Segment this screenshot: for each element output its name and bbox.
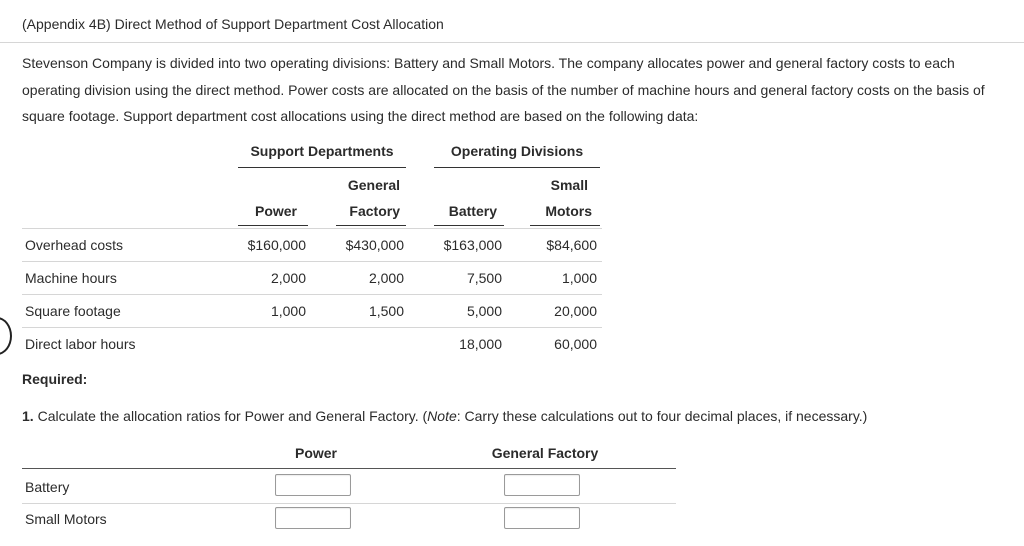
col-header-battery: Battery	[448, 203, 497, 219]
cell-dlh-sm: 60,000	[554, 336, 597, 352]
cell-dlh-battery: 18,000	[459, 336, 502, 352]
group-underline-operating	[434, 167, 600, 168]
cell-sqft-sm: 20,000	[554, 303, 597, 319]
col-underline-gf	[336, 225, 406, 226]
cell-machine-gf: 2,000	[368, 270, 404, 286]
question-text-before: Calculate the allocation ratios for Power and General Factory. (	[33, 408, 428, 424]
col-header-gf-line1: General	[347, 177, 400, 193]
col-header-power: Power	[254, 203, 297, 219]
cell-machine-power: 2,000	[270, 270, 306, 286]
cell-machine-sm: 1,000	[561, 270, 597, 286]
group-header-support: Support Departments	[250, 143, 394, 159]
cell-overhead-gf: $430,000	[345, 237, 404, 253]
col-header-sm-line2: Motors	[545, 203, 592, 219]
answer-header-underline	[22, 468, 676, 469]
col-underline-battery	[434, 225, 504, 226]
row-divider	[22, 228, 602, 229]
left-edge-circle	[0, 317, 12, 355]
row-label-overhead: Overhead costs	[25, 237, 124, 253]
question-text-after: : Carry these calculations out to four decimal places, if necessary.)	[456, 408, 868, 424]
group-header-operating: Operating Divisions	[450, 143, 584, 159]
battery-power-ratio-input[interactable]	[275, 474, 351, 496]
title-divider	[0, 42, 1024, 43]
answer-row-label-small-motors: Small Motors	[25, 511, 107, 527]
cell-overhead-power: $160,000	[247, 237, 306, 253]
battery-gf-ratio-input[interactable]	[504, 474, 580, 496]
row-divider	[22, 327, 602, 328]
col-underline-power	[238, 225, 308, 226]
question-note-label: Note	[427, 408, 457, 424]
row-label-direct-labor: Direct labor hours	[25, 336, 136, 352]
cell-machine-battery: 7,500	[466, 270, 502, 286]
cell-sqft-battery: 5,000	[466, 303, 502, 319]
col-header-sm-line1: Small	[550, 177, 588, 193]
row-label-square-footage: Square footage	[25, 303, 121, 319]
row-divider	[22, 261, 602, 262]
col-underline-sm	[530, 225, 600, 226]
answer-col-header-gf: General Factory	[491, 445, 599, 461]
row-divider	[22, 503, 676, 504]
row-label-machine-hours: Machine hours	[25, 270, 117, 286]
answer-col-header-power: Power	[294, 445, 337, 461]
page-title: (Appendix 4B) Direct Method of Support Department Cost Allocation	[22, 16, 444, 32]
cell-overhead-battery: $163,000	[443, 237, 502, 253]
cell-sqft-gf: 1,500	[368, 303, 404, 319]
col-header-gf-line2: Factory	[349, 203, 400, 219]
row-divider	[22, 294, 602, 295]
small-motors-power-ratio-input[interactable]	[275, 507, 351, 529]
required-label: Required:	[22, 371, 88, 387]
cell-sqft-power: 1,000	[270, 303, 306, 319]
small-motors-gf-ratio-input[interactable]	[504, 507, 580, 529]
question-number: 1.	[22, 408, 34, 424]
intro-paragraph: Stevenson Company is divided into two operating divisions: Battery and Small Motors. The company allocates power and general factory costs to each operating division using the direct method. Power costs are allocated on the basis of the number of machine hours and general factory costs on the basis of square footage. Support department cost allocations using the direct method are based on the following data:	[22, 55, 985, 124]
question-1	[22, 408, 867, 424]
cell-overhead-sm: $84,600	[546, 237, 597, 253]
answer-row-label-battery: Battery	[25, 479, 70, 495]
group-underline-support	[238, 167, 406, 168]
